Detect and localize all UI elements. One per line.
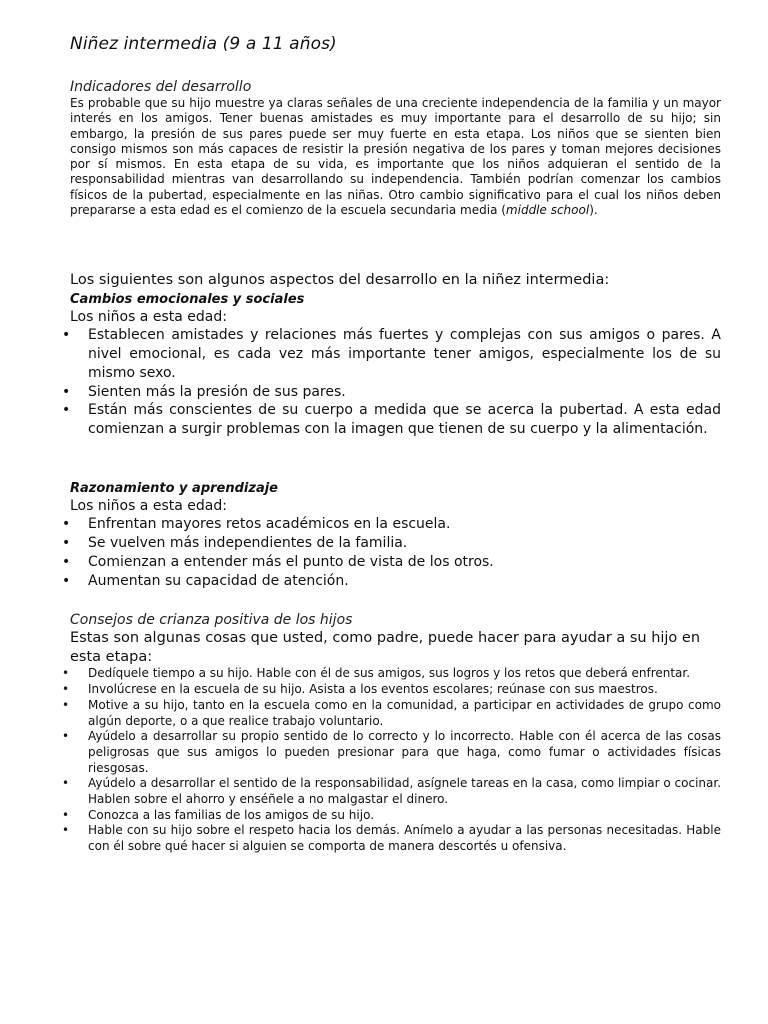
list-item [62,807,721,824]
section-aspectos [70,271,721,289]
bullet-icon: • [62,535,71,552]
list-item-text: Comienzan a entender más el punto de vista de los otros. [88,553,494,570]
list-item-text: Enfrentan mayores retos académicos en la escuela. [88,516,451,533]
bullet-icon: • [62,807,70,822]
list-item [62,553,721,572]
list-item [62,401,721,438]
bullet-icon: • [62,402,71,419]
aspectos-intro: Los siguientes son algunos aspectos del desarrollo en la niñez intermedia: [70,272,610,288]
list-item [62,515,721,534]
list-item [62,383,721,402]
bullet-icon: • [62,697,70,712]
section-emocionales [62,291,721,439]
emocionales-lead: Los niños a esta edad: [70,309,227,325]
consejos-list [62,666,722,854]
list-item [62,823,721,854]
paragraph-text-end: ). [589,203,598,218]
consejos-lead: Estas son algunas cosas que usted, como padre, puede hacer para ayudar a su hijo en esta etapa: [70,630,701,665]
section-indicadores [70,78,721,218]
list-item-text: Establecen amistades y relaciones más fuertes y complejas con sus amigos o pares. A nivel emocional, es cada vez más importante tener amigos, especialmente los de su mismo sexo. [88,327,721,381]
list-item-text: Conozca a las familias de los amigos de su hijo. [88,807,375,822]
bullet-icon: • [62,823,70,838]
page-title: Niñez intermedia (9 a 11 años) [70,34,337,54]
list-item-text: Aumentan su capacidad de atención. [88,572,349,589]
paragraph-italic-term: middle school [505,203,590,218]
section-consejos [62,611,722,855]
list-item [62,682,721,698]
bullet-icon: • [62,682,70,697]
bullet-icon: • [62,729,70,744]
section-heading-consejos: Consejos de crianza positiva de los hijos [70,612,353,628]
razonamiento-lead: Los niños a esta edad: [70,498,227,514]
section-heading-razonamiento: Razonamiento y aprendizaje [70,481,278,496]
list-item [62,326,721,382]
list-item-text: Hable con su hijo sobre el respeto hacia los demás. Anímelo a ayudar a las personas necesitadas. Hable con él sobre qué hacer si alguien se comporta de manera descortés u ofensiva. [88,823,721,854]
list-item-text: Dedíquele tiempo a su hijo. Hable con él de sus amigos, sus logros y los retos que deberá enfrentar. [88,666,691,681]
list-item [62,534,721,553]
bullet-icon: • [62,516,71,533]
emocionales-list [62,326,721,438]
list-item [62,666,721,682]
list-item [62,697,721,729]
list-item-text: Están más conscientes de su cuerpo a medida que se acerca la pubertad. A esta edad comienzan a surgir problemas con la imagen que tienen de su cuerpo y la alimentación. [88,402,721,437]
section-heading-indicadores: Indicadores del desarrollo [70,79,252,95]
bullet-icon: • [62,383,71,400]
list-item-text: Ayúdelo a desarrollar su propio sentido de lo correcto y lo incorrecto. Hable con él acerca de las cosas peligrosas que sus amigos lo pueden presionar para que haga, como fumar o actividades físicas riesgosas. [88,729,721,775]
list-item-text: Involúcrese en la escuela de su hijo. Asista a los eventos escolares; reúnase con sus maestros. [88,682,658,697]
bullet-icon: • [62,572,71,589]
bullet-icon: • [62,666,70,681]
list-item [62,729,721,776]
list-item-text: Se vuelven más independientes de la familia. [88,535,408,552]
bullet-icon: • [62,776,70,791]
paragraph-text: Es probable que su hijo muestre ya claras señales de una creciente independencia de la familia y un mayor interés en los amigos. Tener buenas amistades es muy importante para el desarrollo de su hijo; sin embargo, la presión de sus pares puede ser muy fuerte en esta etapa. Los niños que se sienten bien consigo mismos son más capaces de resistir la presión negativa de los pares y toman mejores decisiones por sí mismos. En esta etapa de su vida, es importante que los niños adquieran el sentido de la responsabilidad mientras van desarrollando su independencia. También podrían comenzar los cambios físicos de la pubertad, especialmente en las niñas. Otro cambio significativo para el cual los niños deben prepararse a esta edad es el comienzo de la escuela secundaria media ( [70,96,721,218]
list-item [62,572,721,591]
list-item-text: Motive a su hijo, tanto en la escuela como en la comunidad, a participar en actividades de grupo como algún deporte, o a que realice trabajo voluntario. [88,697,721,728]
section-heading-emocionales: Cambios emocionales y sociales [70,292,305,307]
razonamiento-list [62,515,721,590]
bullet-icon: • [62,553,71,570]
paragraph-indicadores [70,96,721,218]
list-item-text: Ayúdelo a desarrollar el sentido de la responsabilidad, asígnele tareas en la casa, como limpiar o cocinar. Hablen sobre el ahorro y enséñele a no malgastar el dinero. [88,776,722,807]
bullet-icon: • [62,327,71,344]
list-item [62,776,722,807]
section-razonamiento [62,480,721,590]
list-item-text: Sienten más la presión de sus pares. [88,383,346,400]
